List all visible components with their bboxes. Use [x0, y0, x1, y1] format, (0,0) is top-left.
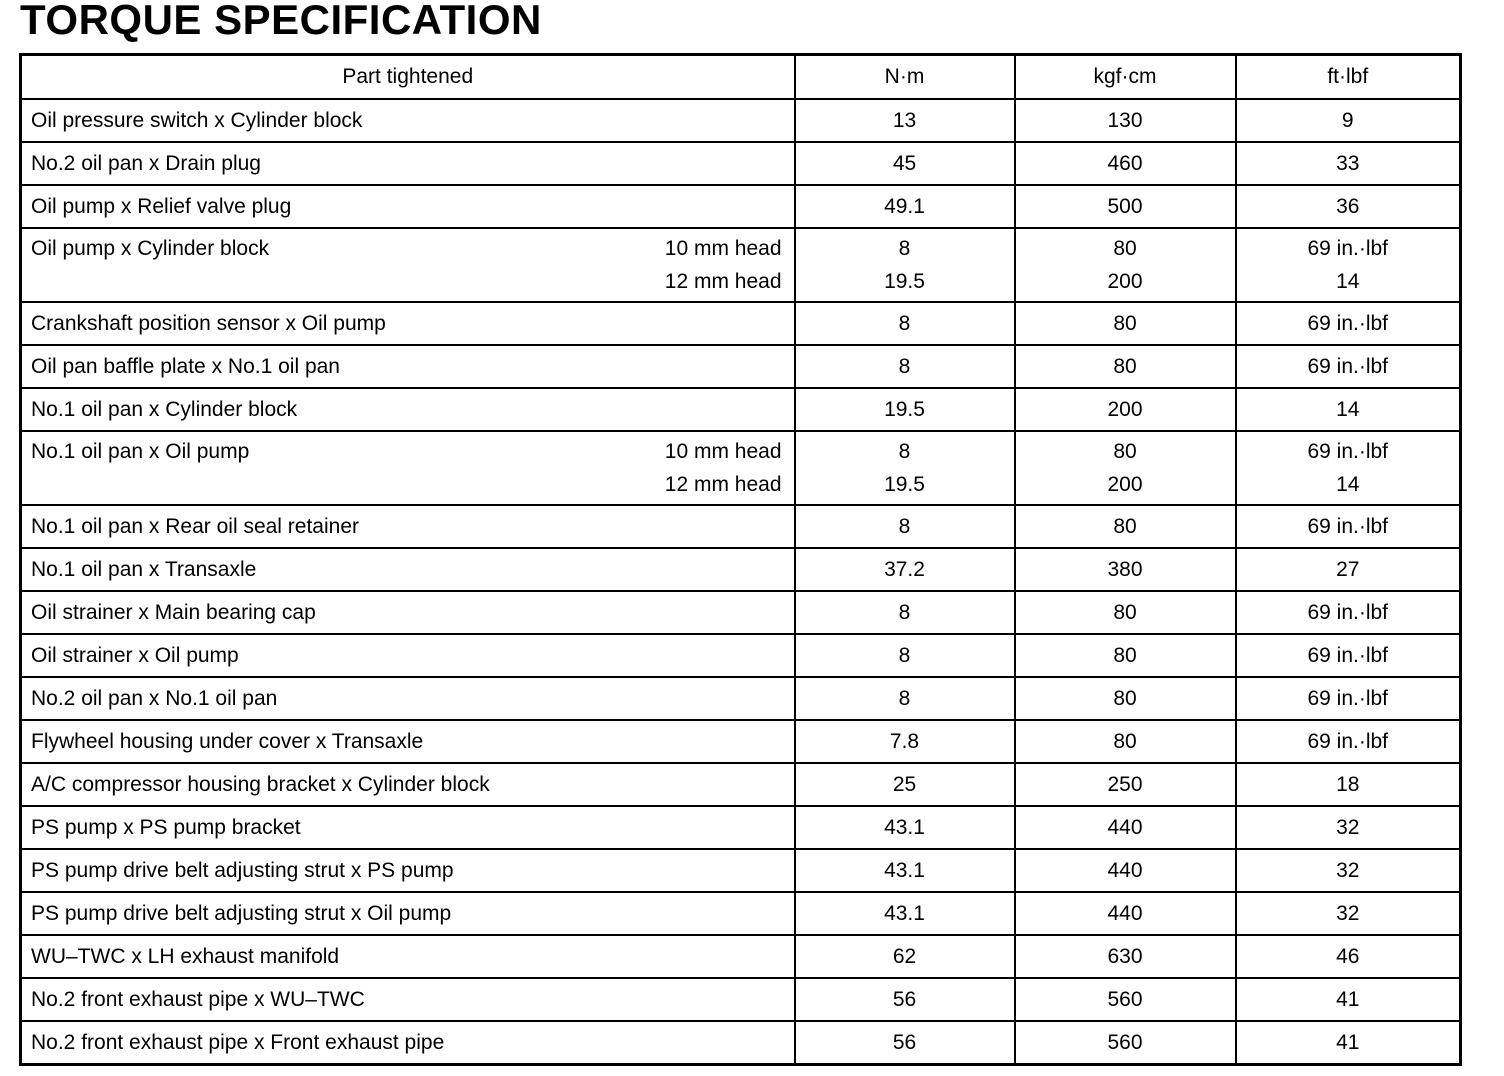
table-row: [21, 228, 1461, 302]
part-cell: No.2 oil pan x Drain plug: [21, 142, 795, 185]
nm-value-cell: 43.1: [795, 849, 1015, 892]
ft-lbf-value-cell: 69 in.·lbf: [1236, 720, 1461, 763]
part-cell: No.1 oil pan x Transaxle: [21, 548, 795, 591]
kgf-cm-value-cell: 80: [1015, 302, 1236, 345]
head-size-label: 12 mm head: [664, 473, 782, 496]
table-row: [21, 142, 1461, 185]
kgf-cm-value: 80: [1113, 440, 1137, 463]
ft-lbf-value: 14: [1336, 270, 1360, 293]
header-kgf-cm: kgf·cm: [1015, 55, 1236, 100]
nm-value-cell: 8: [795, 634, 1015, 677]
ft-lbf-value-cell: 32: [1236, 892, 1461, 935]
head-size-label: 10 mm head: [664, 237, 782, 260]
table-header-row: [21, 55, 1461, 100]
kgf-cm-value-cell: 80: [1015, 720, 1236, 763]
kgf-cm-value-cell: 200: [1015, 388, 1236, 431]
part-cell: Flywheel housing under cover x Transaxle: [21, 720, 795, 763]
nm-value-cell: 43.1: [795, 806, 1015, 849]
ft-lbf-value-cell: 27: [1236, 548, 1461, 591]
nm-value-cell: 8: [795, 505, 1015, 548]
nm-value: 8: [898, 440, 911, 463]
ft-lbf-value: 69 in.·lbf: [1307, 440, 1389, 463]
part-cell: PS pump drive belt adjusting strut x Oil pump: [21, 892, 795, 935]
table-row: [21, 548, 1461, 591]
table-row: [21, 763, 1461, 806]
part-cell: A/C compressor housing bracket x Cylinder block: [21, 763, 795, 806]
kgf-cm-value-cell: 250: [1015, 763, 1236, 806]
nm-value: 19.5: [884, 270, 925, 293]
nm-value: 19.5: [884, 473, 925, 496]
kgf-cm-value-cell: 560: [1015, 1021, 1236, 1065]
kgf-cm-value-cell: 80: [1015, 634, 1236, 677]
part-cell: No.2 front exhaust pipe x Front exhaust pipe: [21, 1021, 795, 1065]
ft-lbf-value-cell: 33: [1236, 142, 1461, 185]
header-ft-lbf: ft·lbf: [1236, 55, 1461, 100]
nm-value-cell: 7.8: [795, 720, 1015, 763]
kgf-cm-value-cell: 440: [1015, 806, 1236, 849]
ft-lbf-value-cell: 69 in.·lbf: [1236, 345, 1461, 388]
part-name: Oil pump x Cylinder block: [31, 237, 270, 260]
part-name: No.1 oil pan x Oil pump: [31, 440, 250, 463]
part-cell: Oil strainer x Oil pump: [21, 634, 795, 677]
table-row: [21, 302, 1461, 345]
table-row: [21, 1021, 1461, 1065]
nm-value-cell: 19.5: [795, 388, 1015, 431]
ft-lbf-value-cell: 46: [1236, 935, 1461, 978]
ft-lbf-value-cell: 69 in.·lbf: [1236, 302, 1461, 345]
part-cell: No.1 oil pan x Rear oil seal retainer: [21, 505, 795, 548]
table-row: [21, 591, 1461, 634]
kgf-cm-value-cell: 80: [1015, 591, 1236, 634]
kgf-cm-value-cell: 80: [1015, 505, 1236, 548]
kgf-cm-value-cell: 500: [1015, 185, 1236, 228]
table-row: [21, 185, 1461, 228]
part-cell: No.2 front exhaust pipe x WU–TWC: [21, 978, 795, 1021]
nm-value-cell: 49.1: [795, 185, 1015, 228]
part-cell: No.2 oil pan x No.1 oil pan: [21, 677, 795, 720]
nm-value-cell: 62: [795, 935, 1015, 978]
part-cell: Oil pump x Relief valve plug: [21, 185, 795, 228]
ft-lbf-value: 69 in.·lbf: [1307, 237, 1389, 260]
ft-lbf-value-cell: [1236, 228, 1461, 302]
kgf-cm-value-cell: 130: [1015, 99, 1236, 142]
ft-lbf-value-cell: 69 in.·lbf: [1236, 634, 1461, 677]
kgf-cm-value-cell: 630: [1015, 935, 1236, 978]
ft-lbf-value-cell: 69 in.·lbf: [1236, 505, 1461, 548]
part-cell: No.1 oil pan x Cylinder block: [21, 388, 795, 431]
nm-value-cell: 43.1: [795, 892, 1015, 935]
ft-lbf-value-cell: [1236, 431, 1461, 505]
ft-lbf-value-cell: 69 in.·lbf: [1236, 677, 1461, 720]
kgf-cm-value-cell: [1015, 228, 1236, 302]
table-row: [21, 431, 1461, 505]
nm-value-cell: 8: [795, 591, 1015, 634]
header-part-tightened: Part tightened: [21, 55, 795, 100]
head-size-list: [665, 435, 782, 501]
table-row: [21, 978, 1461, 1021]
nm-value-cell: 25: [795, 763, 1015, 806]
table-row: [21, 892, 1461, 935]
kgf-cm-value: 80: [1113, 237, 1137, 260]
ft-lbf-value-cell: 18: [1236, 763, 1461, 806]
part-cell: WU–TWC x LH exhaust manifold: [21, 935, 795, 978]
part-cell: Oil strainer x Main bearing cap: [21, 591, 795, 634]
ft-lbf-value-cell: 41: [1236, 978, 1461, 1021]
ft-lbf-value-cell: 41: [1236, 1021, 1461, 1065]
table-row: [21, 935, 1461, 978]
table-row: [21, 99, 1461, 142]
nm-value-cell: 37.2: [795, 548, 1015, 591]
part-cell: Oil pressure switch x Cylinder block: [21, 99, 795, 142]
ft-lbf-value-cell: 36: [1236, 185, 1461, 228]
table-row: [21, 806, 1461, 849]
kgf-cm-value-cell: 440: [1015, 892, 1236, 935]
kgf-cm-value-cell: 460: [1015, 142, 1236, 185]
kgf-cm-value: 200: [1107, 270, 1143, 293]
part-cell: [21, 431, 795, 505]
table-row: [21, 634, 1461, 677]
nm-value-cell: 45: [795, 142, 1015, 185]
head-size-list: [665, 232, 782, 298]
table-row: [21, 677, 1461, 720]
page-title: TORQUE SPECIFICATION: [20, 0, 542, 43]
table-row: [21, 849, 1461, 892]
nm-value: 8: [898, 237, 911, 260]
nm-value-cell: 56: [795, 1021, 1015, 1065]
kgf-cm-value-cell: 80: [1015, 345, 1236, 388]
part-cell: [21, 228, 795, 302]
torque-spec-table: [19, 53, 1462, 1066]
head-size-label: 12 mm head: [664, 270, 782, 293]
nm-value-cell: 13: [795, 99, 1015, 142]
ft-lbf-value-cell: 9: [1236, 99, 1461, 142]
ft-lbf-value-cell: 32: [1236, 806, 1461, 849]
header-nm: N·m: [795, 55, 1015, 100]
part-cell: PS pump drive belt adjusting strut x PS pump: [21, 849, 795, 892]
table-row: [21, 345, 1461, 388]
nm-value-cell: 8: [795, 677, 1015, 720]
nm-value-cell: 56: [795, 978, 1015, 1021]
ft-lbf-value: 14: [1336, 473, 1360, 496]
part-cell: Crankshaft position sensor x Oil pump: [21, 302, 795, 345]
nm-value-cell: 8: [795, 302, 1015, 345]
kgf-cm-value-cell: 80: [1015, 677, 1236, 720]
kgf-cm-value-cell: 560: [1015, 978, 1236, 1021]
kgf-cm-value: 200: [1107, 473, 1143, 496]
kgf-cm-value-cell: [1015, 431, 1236, 505]
table-row: [21, 388, 1461, 431]
ft-lbf-value-cell: 69 in.·lbf: [1236, 591, 1461, 634]
part-cell: Oil pan baffle plate x No.1 oil pan: [21, 345, 795, 388]
nm-value-cell: [795, 431, 1015, 505]
nm-value-cell: [795, 228, 1015, 302]
kgf-cm-value-cell: 440: [1015, 849, 1236, 892]
table-row: [21, 505, 1461, 548]
table-row: [21, 720, 1461, 763]
nm-value-cell: 8: [795, 345, 1015, 388]
part-cell: PS pump x PS pump bracket: [21, 806, 795, 849]
ft-lbf-value-cell: 14: [1236, 388, 1461, 431]
kgf-cm-value-cell: 380: [1015, 548, 1236, 591]
head-size-label: 10 mm head: [664, 440, 782, 463]
ft-lbf-value-cell: 32: [1236, 849, 1461, 892]
